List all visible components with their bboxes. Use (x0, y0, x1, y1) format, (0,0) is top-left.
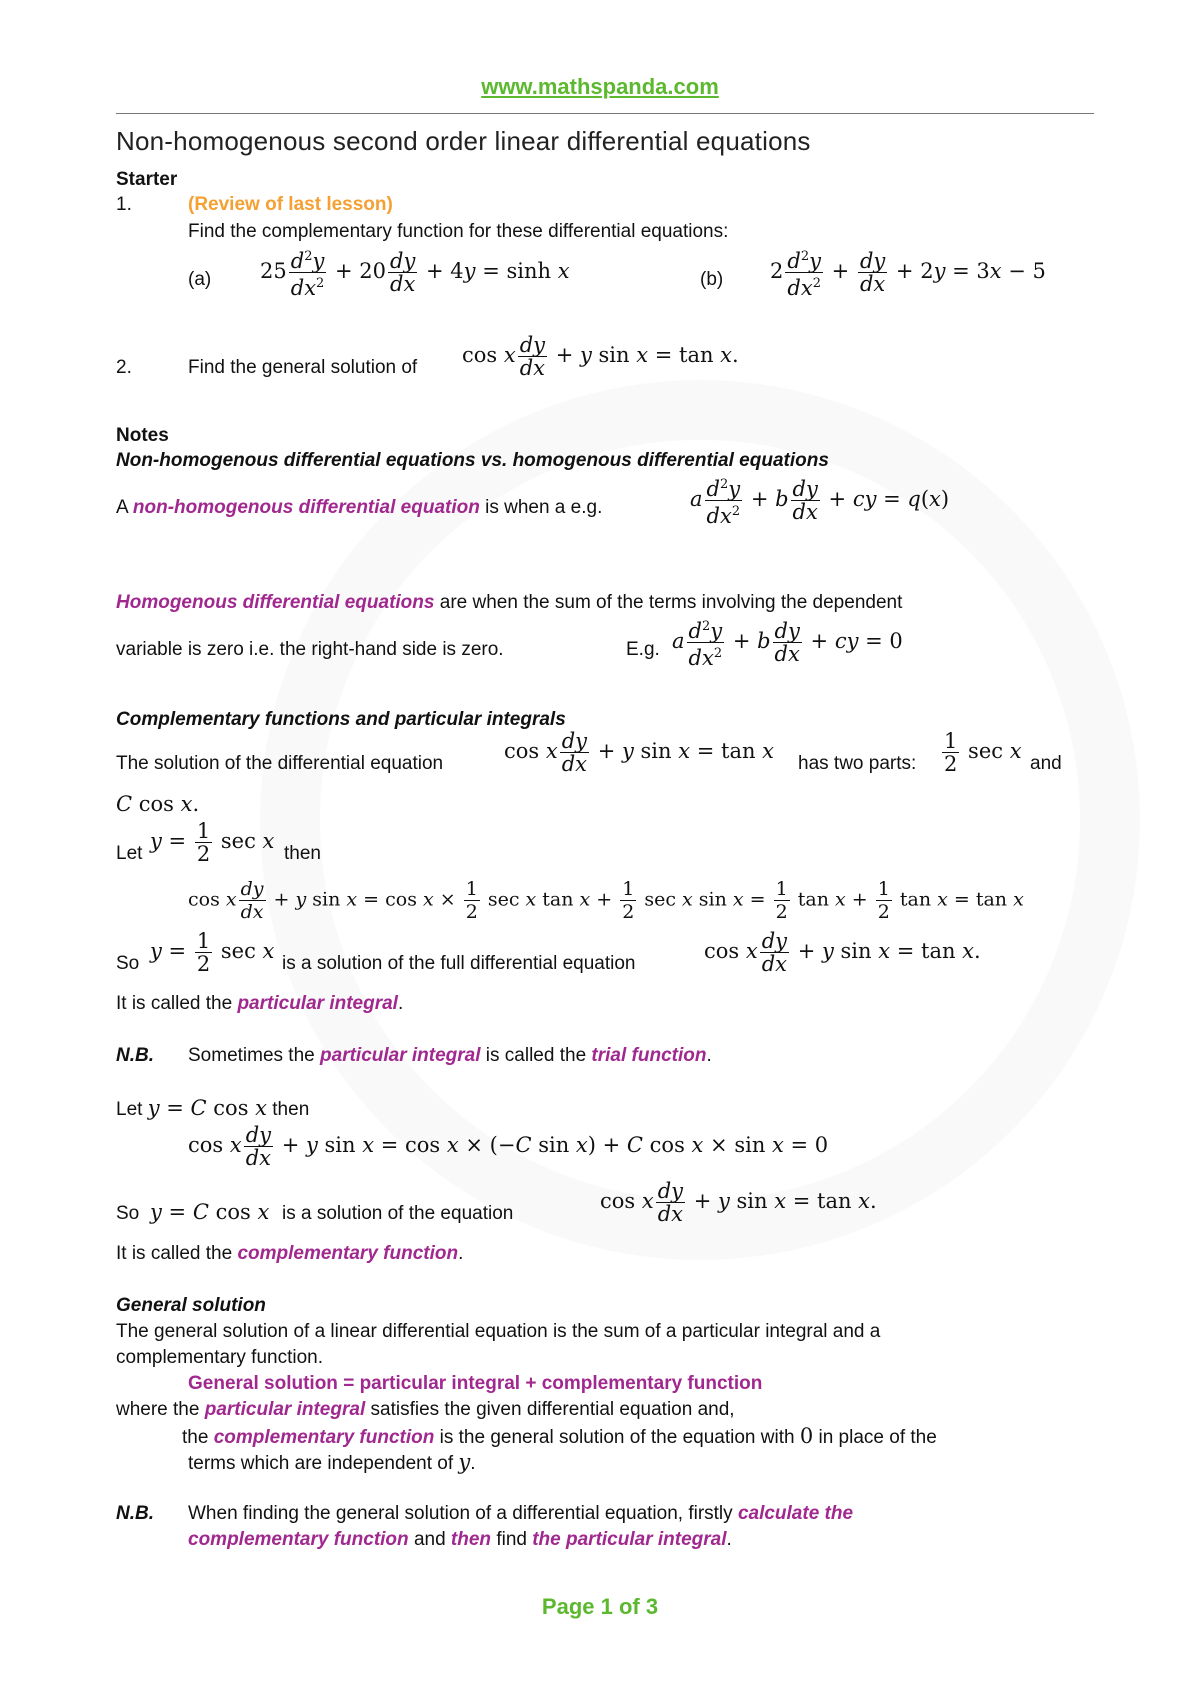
let-2-expr: y = C cos x (147, 1096, 267, 1120)
solution-equation: cos x $\frac{dy}{dx}$ + y sin x = tan x (504, 729, 775, 776)
notes-subheading-3: General solution (116, 1295, 266, 1316)
where-text-6: terms which are independent of (188, 1453, 454, 1474)
q1-part-b-label: (b) (700, 269, 724, 290)
q1-number: 1. (116, 194, 132, 215)
nb-2-term-1b: complementary function (188, 1529, 409, 1550)
solution-text-2: has two parts: (798, 753, 917, 774)
notes-subheading-1: Non-homogenous differential equations vs. homogenous differential equations (116, 450, 829, 471)
q1-review: (Review of last lesson) (188, 194, 393, 215)
so-1-text: is a solution of the full differential equation (282, 953, 636, 974)
nonhomog-suffix: is when a e.g. (485, 497, 603, 518)
gs-formula: General solution = particular integral + complementary function (188, 1373, 763, 1394)
q2-equation: cos x $\frac{dy}{dx}$ + y sin x = tan x. (462, 333, 739, 380)
so-1: So (116, 953, 140, 974)
solution-text-1: The solution of the differential equation (116, 753, 444, 774)
cf-verification-equation: cos x $\frac{dy}{dx}$ + y sin x = cos x × (−C sin x) + C cos x × sin x = 0 (188, 1123, 829, 1170)
homog-term: Homogenous differential equations (116, 592, 435, 613)
nb-2-then: then (450, 1529, 492, 1550)
where-text-3: the (182, 1427, 209, 1448)
cf-term: complementary function (237, 1243, 459, 1264)
site-link[interactable]: www.mathspanda.com (481, 74, 719, 99)
q1-part-b-equation: 2 $\frac{d^2y}{dx^2}$ + $\frac{dy}{dx}$ + 2y = 3x − 5 (770, 246, 1046, 299)
nb-2-find: find (496, 1529, 527, 1550)
nb-1-label: N.B. (116, 1045, 154, 1066)
nonhomog-equation: a $\frac{d^2y}{dx^2}$ + b $\frac{dy}{dx}$ + cy = q(x) (690, 474, 949, 527)
pi-term: particular integral (237, 993, 398, 1014)
pi-verification-equation: cos x $\frac{dy}{dx}$ + y sin x = cos x × $\frac{1}{2}$ sec x tan x + $\frac{1}{2}$ sec x sin x = $\frac{1}{2}$ tan x + $\frac{1}{2}$ tan x = tan x (188, 878, 1024, 923)
nb-1-text-2: is called the (485, 1045, 587, 1066)
notes-subheading-2: Complementary functions and particular integrals (116, 709, 566, 730)
let-1-then: then (284, 843, 321, 864)
q2-number: 2. (116, 357, 132, 378)
so-1-equation: cos x $\frac{dy}{dx}$ + y sin x = tan x. (704, 929, 981, 976)
notes-heading: Notes (116, 425, 169, 446)
homog-equation: a $\frac{d^2y}{dx^2}$ + b $\frac{dy}{dx}$ + cy = 0 (672, 616, 903, 669)
where-line-2: the complementary function is the general solution of the equation with 0 in place of the (182, 1424, 937, 1448)
cf-called: It is called the (116, 1243, 233, 1264)
homog-line-1 (116, 591, 902, 615)
q1-part-a-label: (a) (188, 269, 212, 290)
page-number: Page 1 of 3 (541, 1594, 659, 1619)
nb-1-line: Sometimes the particular integral is called the trial function. (188, 1045, 712, 1066)
nb-2-term-1: calculate the (737, 1503, 854, 1524)
so-1-expr: y = $\frac{1}{2}$ sec x (150, 929, 275, 976)
where-text-4: is the general solution of the equation with (439, 1427, 795, 1448)
where-line-3: terms which are independent of y. (188, 1450, 476, 1474)
solution-part-1: $\frac{1}{2}$ sec x (944, 729, 1022, 776)
let-2-line (116, 1096, 309, 1122)
so-2: So (116, 1203, 140, 1224)
nb-2-and: and (413, 1529, 446, 1550)
nonhomog-prefix: A (116, 497, 128, 518)
pi-called-line: It is called the particular integral. (116, 993, 404, 1014)
where-term-1: particular integral (204, 1399, 366, 1420)
homog-text-1: are when the sum of the terms involving the dependent (439, 592, 903, 613)
nb-2-line-2: complementary function and then find the particular integral. (188, 1529, 732, 1550)
q1-part-a-equation: 25 $\frac{d^2y}{dx^2}$ + 20 $\frac{dy}{dx}$ + 4y = sinh x (260, 246, 570, 299)
page-title: Non-homogenous second order linear differential equations (116, 126, 811, 156)
header-rule (116, 113, 1094, 114)
homog-text-2: variable is zero i.e. the right-hand side is zero. (116, 639, 504, 660)
pi-called: It is called the (116, 993, 233, 1014)
nonhomog-term: non-homogenous differential equation (132, 497, 480, 518)
solution-part-2: C cos x. (116, 792, 200, 816)
let-1-expr: y = $\frac{1}{2}$ sec x (150, 819, 275, 866)
q1-instruction: Find the complementary function for these differential equations: (188, 221, 729, 242)
nb-1-term-2: trial function (591, 1045, 707, 1066)
gs-text-2: complementary function. (116, 1347, 323, 1368)
where-term-2: complementary function (213, 1427, 435, 1448)
let-1: Let (116, 843, 143, 864)
nb-2-label: N.B. (116, 1503, 154, 1524)
nb-2-line-1 (188, 1502, 853, 1526)
solution-and: and (1030, 753, 1062, 774)
cf-called-line: It is called the complementary function. (116, 1243, 464, 1264)
nb-2-text-1: When finding the general solution of a differential equation, firstly (188, 1503, 733, 1524)
nb-2-term-2: the particular integral (532, 1529, 727, 1550)
homog-eg: E.g. (626, 639, 660, 660)
where-line-1 (116, 1398, 735, 1422)
let-2: Let (116, 1099, 143, 1120)
nb-1-text-1: Sometimes the (188, 1045, 315, 1066)
so-2-text: is a solution of the equation (282, 1203, 514, 1224)
where-text-1: where the (116, 1399, 200, 1420)
q2-text: Find the general solution of (188, 357, 418, 378)
so-2-expr: y = C cos x (150, 1200, 270, 1224)
nb-1-term-1: particular integral (320, 1045, 481, 1066)
let-2-then: then (272, 1099, 310, 1120)
where-text-5: in place of the (818, 1427, 937, 1448)
where-text-2: satisfies the given differential equation and, (370, 1399, 735, 1420)
gs-text-1: The general solution of a linear differential equation is the sum of a particular integral and a (116, 1321, 881, 1342)
nonhomog-line (116, 496, 602, 520)
so-2-equation: cos x $\frac{dy}{dx}$ + y sin x = tan x. (600, 1179, 877, 1226)
starter-heading: Starter (116, 169, 178, 190)
